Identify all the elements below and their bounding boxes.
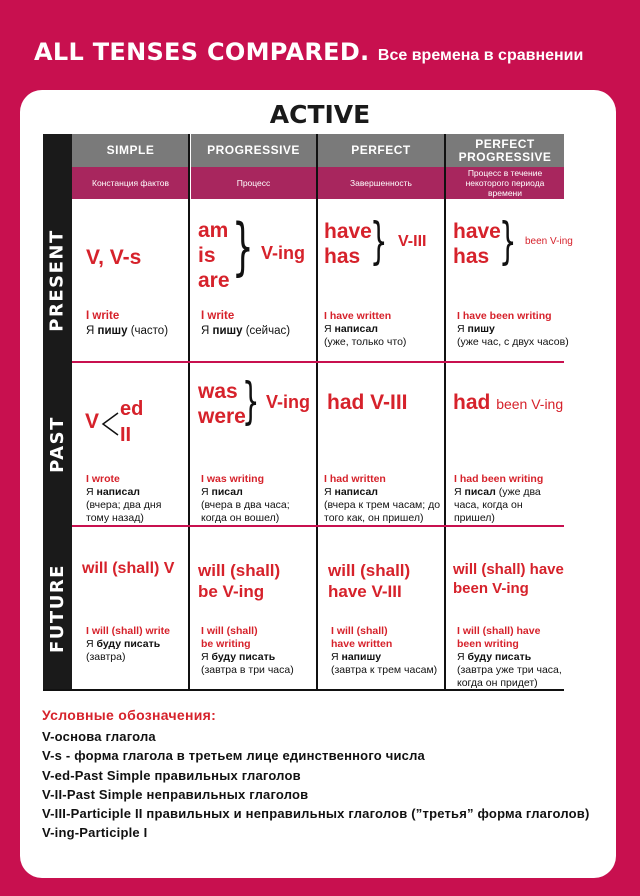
formula-present-perfect-progressive-aux: have has xyxy=(453,220,501,268)
column-header-progressive: PROGRESSIVE xyxy=(191,134,316,167)
brace-icon: } xyxy=(232,210,254,283)
example-past-perfect: I had written Я написал (вчера к трем часам; до того как, он пришел) xyxy=(324,473,441,524)
brace-icon: } xyxy=(499,212,517,270)
row-divider xyxy=(72,525,564,527)
row-label-future: FUTURE xyxy=(47,564,68,653)
legend xyxy=(42,707,602,843)
formula-future-simple: will (shall) V xyxy=(82,560,175,577)
formula-past-perfect: had V-III xyxy=(327,391,408,414)
example-present-progressive: I write Я пишу (сейчас) xyxy=(201,310,291,337)
example-future-perfect-progressive: I will (shall) have been writing Я буду писать (завтра уже три часа, когда он придет) xyxy=(457,625,562,689)
legend-item: V-s - форма глагола в третьем лице единственного числа xyxy=(42,748,425,764)
example-future-simple: I will (shall) write Я буду писать (завтра) xyxy=(86,625,171,663)
legend-item: V-III-Participle II правильных и неправильных глаголов (”третья” форма глаголов) xyxy=(42,806,590,822)
example-past-progressive: I was writing Я писал (вчера в два часа; когда он вошел) xyxy=(201,473,290,524)
column-header-perfect: PERFECT xyxy=(318,134,444,167)
example-present-perfect-progressive: I have been writing Я пишу (уже час, с двух часов) xyxy=(457,310,569,348)
formula-present-simple: V, V-s xyxy=(86,246,142,269)
formula-past-progressive-tail: V-ing xyxy=(266,392,310,412)
example-future-perfect: I will (shall) have written Я напишу (завтра к трем часам) xyxy=(331,625,438,676)
formula-past-progressive-aux: was were xyxy=(198,380,246,428)
legend-title: Условные обозначения: xyxy=(42,707,217,723)
brace-icon: } xyxy=(370,212,388,270)
formula-future-perfect-progressive: will (shall) have been V-ing xyxy=(453,561,564,597)
formula-present-perfect-aux: have has xyxy=(324,220,372,268)
title-russian: Все времена в сравнении xyxy=(377,47,584,64)
page-title xyxy=(34,38,583,66)
formula-past-simple-v: V xyxy=(85,410,100,433)
brace-icon: } xyxy=(242,372,260,430)
legend-item: V-основа глагола xyxy=(42,729,156,744)
row-divider xyxy=(72,361,564,363)
example-present-simple: I write Я пишу (часто) xyxy=(86,310,169,337)
row-label-present: PRESENT xyxy=(47,229,69,332)
row-label-past: PAST xyxy=(47,415,68,473)
formula-past-simple-ii: II xyxy=(120,424,132,446)
formula-present-perfect-progressive-tail: been V-ing xyxy=(525,236,573,247)
column-sub-progressive: Процесс xyxy=(191,167,316,199)
legend-item: V-ing-Participle I xyxy=(42,825,148,841)
example-future-progressive: I will (shall) be writing Я буду писать (завтра в три часа) xyxy=(201,625,294,676)
grid-divider xyxy=(316,134,318,691)
grid-divider xyxy=(444,134,446,691)
formula-past-simple-ed: ed xyxy=(120,398,144,420)
column-header-perfect-progressive: PERFECT PROGRESSIVE xyxy=(446,134,564,167)
column-header-simple: SIMPLE xyxy=(72,134,189,167)
formula-present-progressive-aux: am is are xyxy=(198,219,230,292)
example-past-perfect-progressive: I had been writing Я писал (уже два часа, когда он пришел) xyxy=(454,473,544,524)
legend-item: V-II-Past Simple неправильных глаголов xyxy=(42,786,309,802)
branch-angle-icon xyxy=(100,411,120,437)
formula-past-perfect-progressive: had been V-ing xyxy=(453,391,564,414)
column-sub-perfect-progressive: Процесс в течение некоторого периода времени xyxy=(446,167,564,199)
example-present-perfect: I have written Я написал (уже, только что) xyxy=(324,310,407,348)
formula-future-perfect: will (shall) have V-III xyxy=(328,561,411,601)
table-title: ACTIVE xyxy=(269,100,371,129)
grid-divider xyxy=(188,134,190,691)
formula-future-progressive: will (shall) be V-ing xyxy=(198,561,281,601)
column-sub-simple: Констанция фактов xyxy=(72,167,189,199)
title-english: ALL TENSES COMPARED. xyxy=(34,38,370,66)
formula-present-progressive-tail: V-ing xyxy=(261,243,305,263)
legend-item: V-ed-Past Simple правильных глаголов xyxy=(42,767,301,783)
example-past-simple: I wrote Я написал (вчера; два дня тому назад) xyxy=(86,473,162,524)
column-sub-perfect: Завершенность xyxy=(318,167,444,199)
formula-present-perfect-tail: V-III xyxy=(398,233,427,250)
